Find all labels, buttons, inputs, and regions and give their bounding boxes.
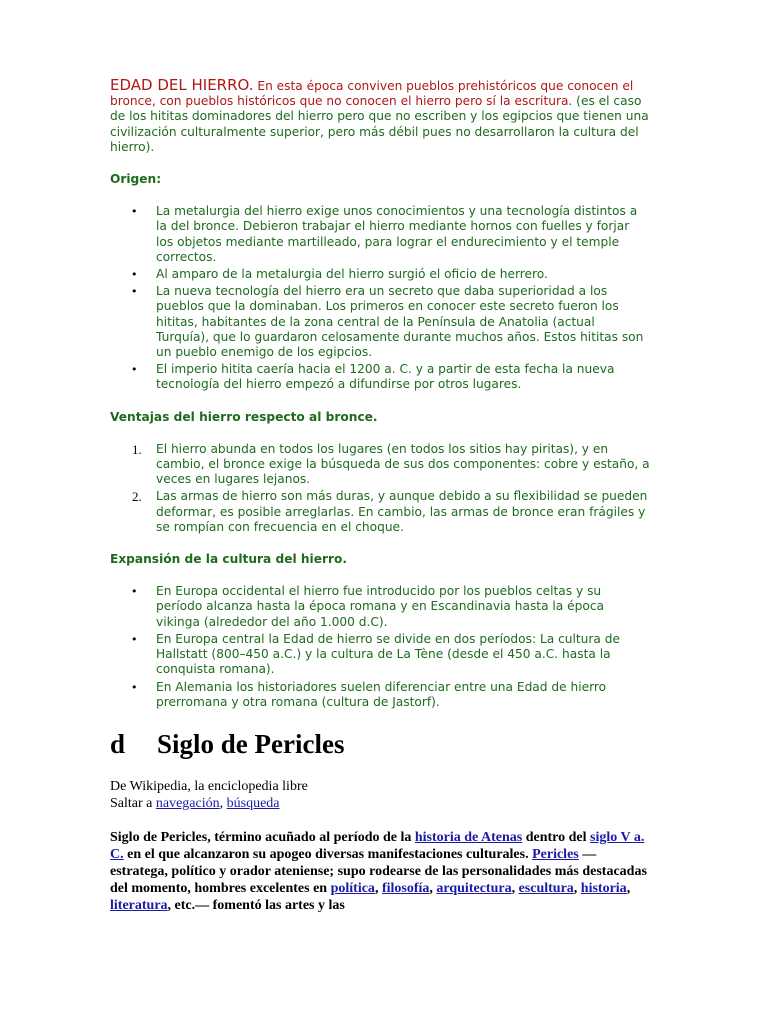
separator: , — [626, 880, 631, 896]
separator: , — [573, 880, 581, 896]
separator: , — [511, 880, 519, 896]
jump-links — [110, 795, 650, 812]
bullet-icon: • — [131, 205, 138, 219]
jump-prefix: Saltar a — [110, 795, 156, 811]
wiki-title-text: Siglo de Pericles — [157, 728, 345, 759]
list-item — [110, 680, 650, 710]
wiki-source: De Wikipedia, la enciclopedia libre — [110, 778, 308, 794]
escultura-link[interactable]: escultura — [518, 880, 574, 896]
text-run: Siglo de Pericles, término acuñado al período de la — [110, 829, 415, 845]
bullet-icon: • — [131, 680, 138, 694]
text-run: en el que alcanzaron su apogeo diversas manifestaciones culturales. — [123, 846, 533, 862]
heading-letter: d — [110, 728, 126, 759]
busqueda-link[interactable]: búsqueda — [226, 795, 280, 811]
list-item-text: El imperio hitita caería hacia el 1200 a. C. y a partir de esta fecha la nueva tecnología del hierro empezó a difundirse por otros lugares. — [156, 362, 615, 392]
section-title: EDAD DEL HIERRO. — [110, 76, 254, 94]
origen-list — [110, 204, 650, 392]
expansion-list — [110, 584, 650, 710]
bullet-icon: • — [131, 363, 138, 377]
intro-red-text: En esta época conviven pueblos prehistóricos que conocen el bronce, con pueblos históricos que no conocen el hierro pero sí la escritura. — [110, 79, 634, 109]
list-item — [110, 267, 650, 282]
politica-link[interactable]: política — [330, 880, 375, 896]
bullet-icon: • — [131, 585, 138, 599]
filosofia-link[interactable]: filosofía — [381, 880, 430, 896]
separator: , — [374, 880, 382, 896]
wiki-article-title — [110, 728, 650, 760]
document-page — [110, 78, 650, 928]
list-item-text: El hierro abunda en todos los lugares (en todos los sitios hay piritas), y en cambio, el bronce exige la búsqueda de sus dos componentes: cobre y estaño, a veces en lugares lejanos. — [156, 441, 650, 487]
list-number: 1. — [132, 441, 142, 457]
text-run: , etc.— fomentó las artes y las — [167, 897, 345, 913]
bullet-icon: • — [131, 268, 138, 282]
wiki-subtitle — [110, 778, 650, 812]
list-item — [110, 489, 650, 535]
pericles-link[interactable]: Pericles — [532, 846, 579, 862]
bullet-icon: • — [131, 632, 138, 646]
list-item-text: La metalurgia del hierro exige unos conocimientos y una tecnología distintos a la del bronce. Debieron trabajar el hierro mediante hornos con fuelles y forjar los objetos mediante martilleado, para lograr el endurecimiento y el temple correctos. — [156, 204, 638, 264]
heading-origen: Origen: — [110, 172, 162, 187]
list-item-text: Al amparo de la metalurgia del hierro surgió el oficio de herrero. — [156, 267, 548, 282]
list-item — [110, 632, 650, 678]
intro-paragraph — [110, 78, 650, 155]
heading-expansion: Expansión de la cultura del hierro. — [110, 552, 348, 567]
text-run: dentro del — [522, 829, 591, 845]
list-item — [110, 442, 650, 488]
list-item — [110, 284, 650, 360]
list-item-text: En Europa occidental el hierro fue introducido por los pueblos celtas y su período alcanza hasta la época romana y en Escandinavia hasta la época vikinga (alrededor del año 1.000 d.C). — [156, 584, 605, 629]
list-item-text: Las armas de hierro son más duras, y aunque debido a su flexibilidad se pueden deformar, es posible arreglarlas. En cambio, las armas de bronce eran frágiles y se rompían con frecuencia en el choque. — [156, 489, 648, 534]
historia-link[interactable]: historia — [580, 880, 627, 896]
navegacion-link[interactable]: navegación — [155, 795, 220, 811]
list-item — [110, 362, 650, 392]
list-item-text: La nueva tecnología del hierro era un secreto que daba superioridad a los pueblos que la dominaban. Los primeros en conocer este secreto fueron los hititas, habitantes de la zona central de la Península de Anatolia (actual Turquía), que lo guardaron celosamente durante muchos años. Estos hititas son un pueblo enemigo de los egipcios. — [156, 284, 644, 360]
list-item — [110, 204, 650, 265]
intro-green-text: (es el caso de los hititas dominadores del hierro pero que no escriben y los egipcios que tienen una civilización culturalmente superior, pero más débil pues no desarrollaron la cultura del hierro). — [110, 94, 649, 154]
separator: , — [429, 880, 437, 896]
separator: , — [219, 795, 227, 811]
siglo-v-link[interactable]: siglo V a. C. — [110, 829, 645, 862]
bullet-icon: • — [131, 285, 138, 299]
text-run: —estratega, político y orador ateniense; supo rodearse de las personalidades más destacadas del momento, hombres excelentes en — [110, 846, 647, 896]
ventajas-list — [110, 442, 650, 535]
list-number: 2. — [132, 489, 142, 505]
arquitectura-link[interactable]: arquitectura — [436, 880, 512, 896]
wiki-intro-paragraph — [110, 829, 650, 914]
literatura-link[interactable]: literatura — [110, 897, 168, 913]
list-item-text: En Alemania los historiadores suelen diferenciar entre una Edad de hierro prerromana y otra romana (cultura de Jastorf). — [156, 679, 607, 709]
historia-atenas-link[interactable]: historia de Atenas — [414, 829, 523, 845]
list-item — [110, 584, 650, 630]
list-item-text: En Europa central la Edad de hierro se divide en dos períodos: La cultura de Hallstatt (800–450 a.C.) y la cultura de La Tène (desde el 450 a.C. hasta la conquista romana). — [156, 631, 620, 677]
heading-ventajas: Ventajas del hierro respecto al bronce. — [110, 409, 378, 424]
